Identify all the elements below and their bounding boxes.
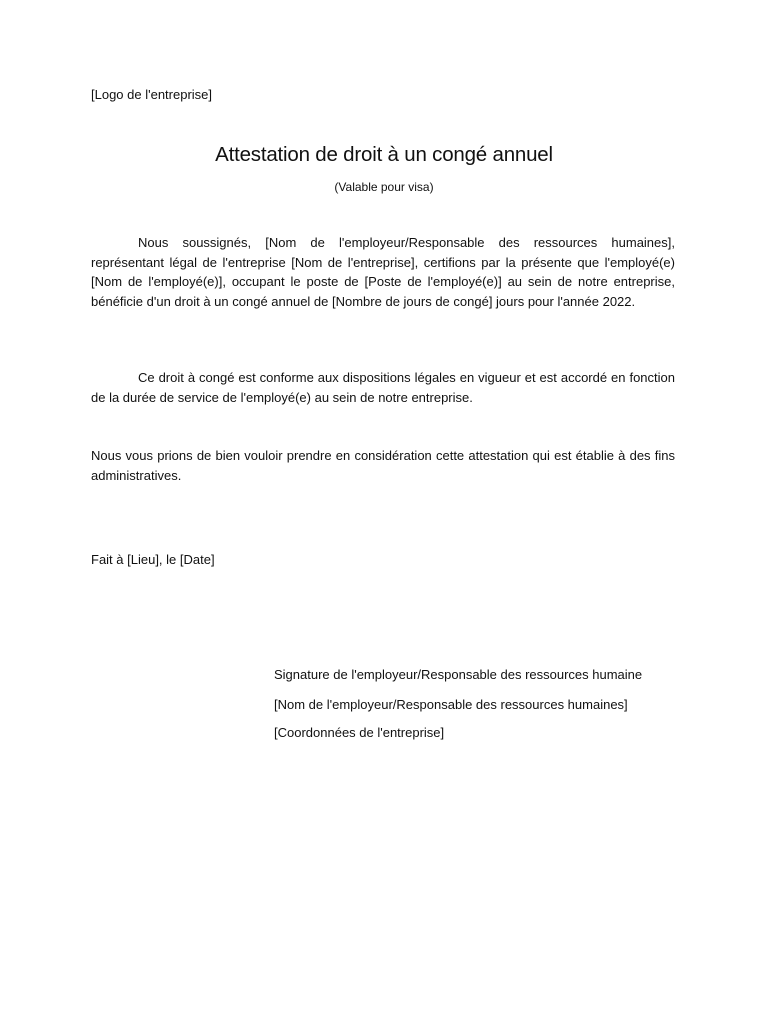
document-title: Attestation de droit à un congé annuel xyxy=(215,143,553,166)
paragraph-conformity: Ce droit à congé est conforme aux dispositions légales en vigueur et est accordé en fonction de la durée de service de l'employé(e) au sein de notre entreprise. xyxy=(91,370,675,405)
place-date-line: Fait à [Lieu], le [Date] xyxy=(91,552,215,567)
document-subtitle: (Valable pour visa) xyxy=(334,180,434,194)
logo-placeholder: [Logo de l'entreprise] xyxy=(91,87,213,102)
signatory-name-placeholder: [Nom de l'employeur/Responsable des ressources humaines] xyxy=(274,697,628,712)
company-contact-placeholder: [Coordonnées de l'entreprise] xyxy=(274,725,445,740)
paragraph-closing: Nous vous prions de bien vouloir prendre en considération cette attestation qui est établie à des fins administratives. xyxy=(91,448,675,483)
signature-label: Signature de l'employeur/Responsable des ressources humaine xyxy=(274,667,643,682)
paragraph-certification: Nous soussignés, [Nom de l'employeur/Responsable des ressources humaines], représentant légal de l'entreprise [Nom de l'entreprise], certifions par la présente que l'employé(e) [Nom de l'employé(e)], occupant le poste de [Poste de l'employé(e)] au sein de notre entreprise, bénéficie d'un droit à un congé annuel de [Nombre de jours de congé] jours pour l'année 2022. xyxy=(91,235,675,309)
